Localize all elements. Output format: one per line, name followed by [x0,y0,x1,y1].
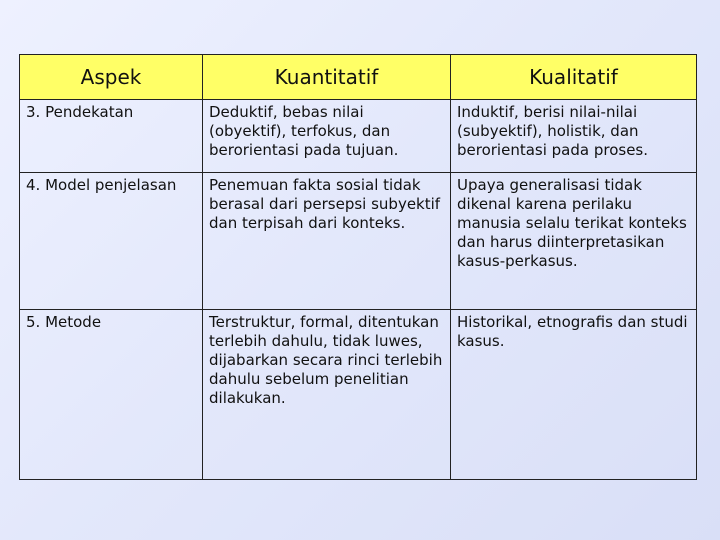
header-kualitatif: Kualitatif [451,55,697,100]
cell-kuantitatif: Deduktif, bebas nilai (obyektif), terfokus, dan berorientasi pada tujuan. [203,100,451,173]
header-aspek: Aspek [20,55,203,100]
comparison-table-container [19,54,696,480]
comparison-table [19,54,697,480]
cell-kualitatif: Historikal, etnografis dan studi kasus. [451,310,697,480]
cell-kuantitatif: Terstruktur, formal, ditentukan terlebih dahulu, tidak luwes, dijabarkan secara rinci terlebih dahulu sebelum penelitian dilakukan. [203,310,451,480]
table-row [20,100,697,173]
table-row [20,173,697,310]
header-row [20,55,697,100]
header-kuantitatif: Kuantitatif [203,55,451,100]
cell-aspek: 5. Metode [20,310,203,480]
cell-kualitatif: Induktif, berisi nilai-nilai (subyektif), holistik, dan berorientasi pada proses. [451,100,697,173]
cell-aspek: 4. Model penjelasan [20,173,203,310]
cell-kuantitatif: Penemuan fakta sosial tidak berasal dari persepsi subyektif dan terpisah dari konteks. [203,173,451,310]
table-row [20,310,697,480]
cell-aspek: 3. Pendekatan [20,100,203,173]
cell-kualitatif: Upaya generalisasi tidak dikenal karena perilaku manusia selalu terikat konteks dan harus diinterpretasikan kasus-perkasus. [451,173,697,310]
